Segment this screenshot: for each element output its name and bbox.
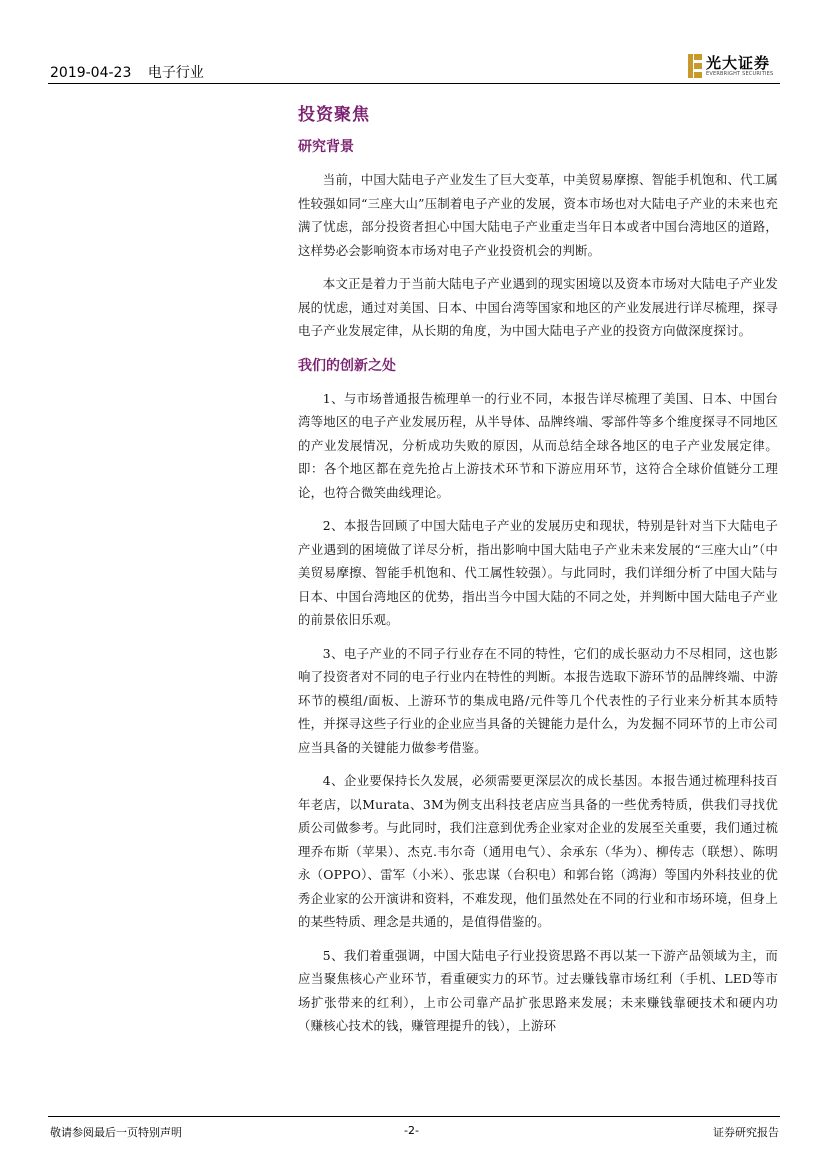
paragraph: 2、本报告回顾了中国大陆电子产业的发展历史和现状，特别是针对当下大陆电子产业遇到的困境做了详尽分析，指出影响中国大陆电子产业未来发展的“三座大山”（中美贸易摩擦、智能手机饱和、代工属性较强）。与此同时，我们详细分析了中国大陆与日本、中国台湾地区的优势，指出当今中国大陆的不同之处，并判断中国大陆电子产业的前景依旧乐观。	[298, 518, 778, 627]
report-type: 证券研究报告	[713, 1126, 779, 1139]
section-heading-background: 研究背景	[298, 139, 354, 155]
logo-name: 光大证券	[706, 54, 771, 72]
page-number: -2-	[404, 1124, 419, 1137]
footer-divider	[48, 1116, 780, 1117]
paragraph: 5、我们着重强调，中国大陆电子行业投资思路不再以某一下游产品领域为主，而应当聚焦核心产业环节，看重硬实力的环节。过去赚钱靠市场红利（手机、LED等市场扩张带来的红利），上市公司靠产品扩张思路来发展；未来赚钱靠硬技术和硬内功（赚核心技术的钱，赚管理提升的钱），上游环	[298, 947, 778, 1033]
main-content	[298, 98, 778, 1038]
logo-english-name: EVERBRIGHT SECURITIES	[706, 71, 774, 77]
header-divider	[48, 83, 780, 84]
header-info	[50, 62, 204, 82]
paragraph: 4、企业要保持长久发展，必须需要更深层次的成长基因。本报告通过梳理科技百年老店，以Murata、3M为例支出科技老店应当具备的一些优秀特质，供我们寻找优质公司做参考。与此同时，我们注意到优秀企业家对企业的发展至关重要，我们通过梳理乔布斯（苹果）、杰克.韦尔奇（通用电气）、余承东（华为）、柳传志（联想）、陈明永（OPPO）、雷军（小米）、张忠谋（台积电）和郭台铭（鸿海）等国内外科技业的优秀企业家的公开演讲和资料，不难发现，他们虽然处在不同的行业和市场环境，但身上的某些特质、理念是共通的，是值得借鉴的。	[298, 773, 778, 929]
paragraph: 本文正是着力于当前大陆电子产业遇到的现实困境以及资本市场对大陆电子产业发展的忧虑，通过对美国、日本、中国台湾等国家和地区的产业发展进行详尽梳理，探寻电子产业发展定律，从长期的角度，为中国大陆电子产业的投资方向做深度探讨。	[298, 276, 778, 338]
report-date: 2019-04-23	[50, 65, 132, 81]
page-title: 投资聚焦	[298, 105, 370, 125]
footer-disclaimer: 敬请参阅最后一页特别声明	[50, 1126, 182, 1139]
company-logo	[688, 52, 784, 82]
section-heading-innovation: 我们的创新之处	[298, 357, 396, 374]
report-category: 电子行业	[147, 65, 204, 81]
paragraph: 当前，中国大陆电子产业发生了巨大变革，中美贸易摩擦、智能手机饱和、代工属性较强如同“三座大山”压制着电子产业的发展，资本市场也对大陆电子产业的未来也充满了忧虑，部分投资者担心中国大陆电子产业重走当年日本或者中国台湾地区的道路，这样势必会影响资本市场对电子产业投资机会的判断。	[298, 172, 778, 258]
logo-mark-icon	[688, 54, 702, 78]
paragraph: 1、与市场普通报告梳理单一的行业不同，本报告详尽梳理了美国、日本、中国台湾等地区的电子产业发展历程，从半导体、品牌终端、零部件等多个维度探寻不同地区的产业发展情况，分析成功失败的原因，从而总结全球各地区的电子产业发展定律。即：各个地区都在竞先抢占上游技术环节和下游应用环节，这符合全球价值链分工理论，也符合微笑曲线理论。	[298, 390, 778, 500]
paragraph: 3、电子产业的不同子行业存在不同的特性，它们的成长驱动力不尽相同，这也影响了投资者对不同的电子行业内在特性的判断。本报告选取下游环节的品牌终端、中游环节的模组/面板、上游环节的集成电路/元件等几个代表性的子行业来分析其本质特性，并探寻这些子行业的企业应当具备的关键能力是什么，为发掘不同环节的上市公司应当具备的关键能力做参考借鉴。	[298, 645, 778, 755]
